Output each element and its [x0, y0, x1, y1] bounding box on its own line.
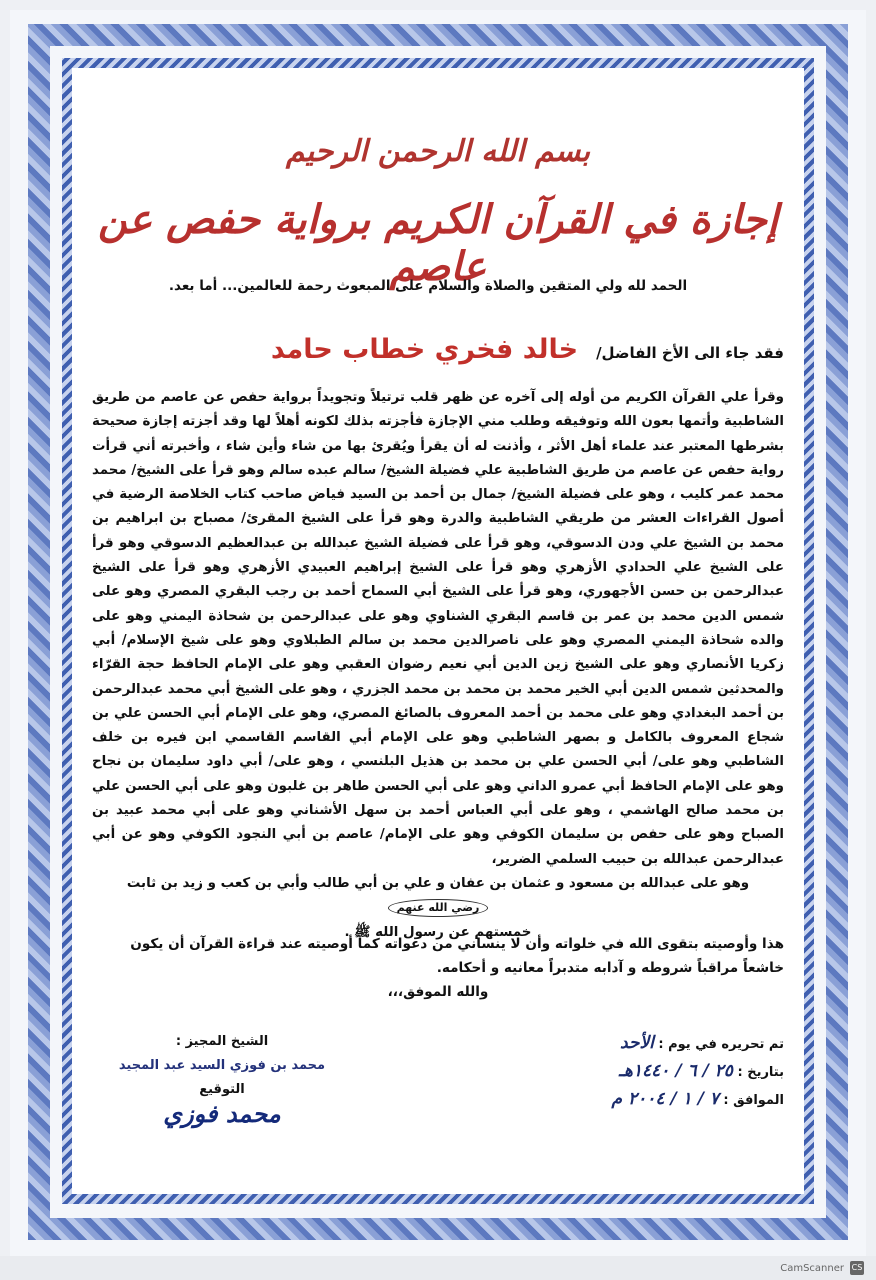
greg-date-value: ٧ / ١ / ٢٠٠٤ م [611, 1089, 719, 1109]
sheikh-block [102, 1030, 342, 1126]
scanner-watermark: CamScanner [780, 1262, 844, 1274]
closing-section [92, 932, 784, 1004]
addressee-row [152, 334, 784, 365]
basmala: بسم الله الرحمن الرحيم [285, 134, 591, 169]
camscanner-logo-icon: CS [850, 1261, 864, 1275]
signature-label: التوقيع [199, 1082, 245, 1097]
advice-paragraph: هذا وأوصيته بتقوى الله في خلواته وأن لا ينساني من دعواته كما أوصيته عند قراءة القرآن أن يكون خاشعاً مراقباً شروطه و آدابه متدبراً معانيه و أحكامه. [130, 936, 784, 976]
written-day-row [564, 1030, 784, 1058]
addressee-label: فقد جاء الى الأخ الفاضل/ [596, 344, 784, 362]
chain-paragraph: وقرأ علي القرآن الكريم من أوله إلى آخره عن ظهر قلب ترتيلاً وتجويداً برواية حفص عن عاصم من طريق الشاطبية وأتمها بعون الله وتوفيقه وطلب مني الإجازة فأجزته بذلك لكونه أهلاً لها وقد أجزته إجازة صحيحة بشرطها المعتبر عند علماء أهل الأثر ، وأذنت له أن يقرأ ويُقرئ بها من شاء وأين شاء ، وأخبرته أني قرأت رواية حفص عن عاصم من طريق الشاطبية علي فضيلة الشيخ/ سالم عبده سالم وهو قرأ على الشيخ/ محمد محمد عمر كليب ، وهو على فضيلة الشيخ/ جمال بن أحمد بن السيد فياض صاحب كتاب الخلاصة الرضية في أصول القراءات العشر من طريقي الشاطبية والدرة وهو قرأ على الشيخ المقرئ/ مصباح بن ابراهيم بن محمد بن الشيخ علي ودن الدسوقي، وهو قرأ على فضيلة الشيخ عبدالله بن عبدالعظيم الدسوقي وهو قرأ على الشيخ علي الحدادي الأزهري وهو قرأ على الشيخ إبراهيم العبيدي الأزهري وهو قرأ على الشيخ عبدالرحمن بن حسن الأجهوري، وهو قرأ على الشيخ أبي السماح أحمد بن رجب البقري المصري وهو على شمس الدين محمد بن عمر بن قاسم البقري الشناوي وهو على عبدالرحمن بن شحاذة اليمني وهو على والده شحاذة اليمني المصري وهو على ناصرالدين محمد بن سالم الطبلاوي وهو على شيخ الإسلام/ أبي زكريا الأنصاري وهو على الشيخ زين الدين أبي نعيم رضوان العقبي وهو على الإمام الحافظ حجة القرّاء والمحدثين شمس الدين أبي الخير محمد بن محمد بن محمد الجزري ، وهو على الشيخ أبي محمد عبدالرحمن بن أحمد البغدادي وهو على محمد بن أحمد المعروف بالصائغ المصري، وهو على الإمام أبي الحسن علي بن شجاع المعروف بالكامل و بصهر الشاطبي وهو على الإمام أبي القاسم القاسمي ابن فيره بن خلف الشاطبي وهو على/ أبي الحسن علي بن محمد بن هذيل البلنسي ، وهو على/ أبي داود سليمان بن نجاح وهو على الإمام الحافظ أبي عمرو الداني وهو على أبي الحسن طاهر بن غلبون وهو على أبي الحسن علي بن محمد صالح الهاشمي ، وهو على أبي العباس أحمد بن سهل الأشناني وهو على أبي محمد عبيد بن الصباح وهو على حفص بن سليمان الكوفي وهو على الإمام/ عاصم بن أبي النجود الكوفي وهو عن أبي عبدالرحمن عبدالله بن حبيب السلمي الضرير، [92, 390, 784, 867]
sheikh-name: محمد بن فوزي السيد عبد المجيد [118, 1058, 326, 1073]
radiallahu-seal: رضي الله عنهم [388, 899, 489, 917]
scanner-watermark-bar [0, 1256, 876, 1280]
hijri-date-label: بتاريخ : [737, 1065, 784, 1080]
hijri-date-row [564, 1058, 784, 1086]
certificate-content [92, 92, 784, 1172]
written-day-value: الأحد [620, 1033, 654, 1053]
greg-date-row [564, 1086, 784, 1114]
sheikh-label: الشيخ المجيز : [175, 1034, 269, 1049]
companions-text: وهو على عبدالله بن مسعود و عثمان بن عفان و علي بن أبي طالب وأبي بن كعب و زيد بن ثابت [126, 875, 750, 891]
prophet-line: خمستهم عن رسول الله ﷺ . [344, 924, 532, 940]
praise-line: الحمد لله ولي المتقين والصلاة والسلام على المبعوث رحمة للعالمين... أما بعد. [168, 278, 688, 294]
closing-phrase: والله الموفق،،، [387, 984, 489, 1000]
footer [92, 1030, 784, 1130]
certificate-sheet [10, 10, 866, 1256]
date-block [564, 1030, 784, 1114]
written-day-label: تم تحريره في يوم : [658, 1037, 784, 1052]
certificate-body [92, 386, 784, 945]
certificate-title: إجازة في القرآن الكريم برواية حفص عن عاصم [97, 196, 779, 290]
addressee-name: خالد فخري خطاب حامد [270, 334, 579, 365]
greg-date-label: الموافق : [723, 1093, 784, 1108]
companions-line [92, 872, 784, 921]
signature: محمد فوزي [163, 1099, 281, 1128]
hijri-date-value: ٢٥ / ٦ / ١٤٤٠هـ [618, 1061, 733, 1081]
